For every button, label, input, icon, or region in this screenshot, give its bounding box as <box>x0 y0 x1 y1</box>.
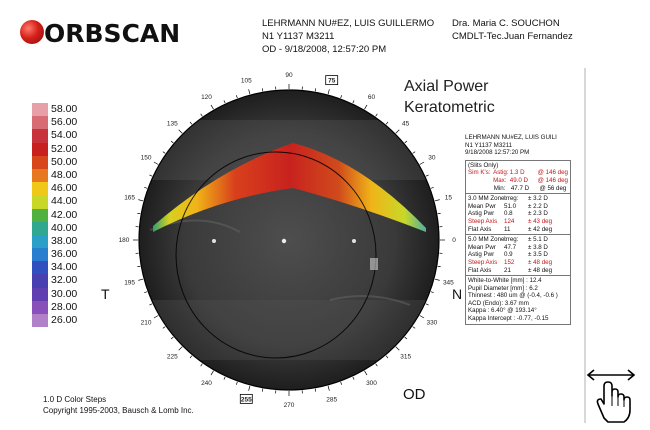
angle-tick <box>435 279 440 280</box>
angle-tick <box>144 292 147 293</box>
light-reflection <box>282 239 286 243</box>
panel-cell: 1.3 D <box>509 169 525 177</box>
pan-hand-cursor-icon <box>584 366 640 426</box>
measurement-line: Kappa Intercept : -0.77, -0.15 <box>468 315 549 323</box>
sim-k-row <box>468 185 568 193</box>
measurement-line: ACD (Endo): 3.67 mm <box>468 299 529 307</box>
panel-exam-id: N1 Y1137 M3211 <box>465 141 513 149</box>
angle-label: 120 <box>201 94 212 102</box>
angle-label: 30 <box>428 154 436 162</box>
panel-cell <box>468 185 494 193</box>
angle-tick <box>211 371 214 375</box>
panel-patient-name: LEHRMANN NU#EZ, LUIS GUILI <box>465 134 557 141</box>
extra-measurements <box>468 277 568 323</box>
angle-tick <box>315 88 316 91</box>
angle-tick <box>413 327 415 329</box>
measurement-line: White-to-White [mm] : 12.4 <box>468 277 542 285</box>
panel-cell: Max: <box>493 176 507 184</box>
legend-value: 40.00 <box>51 221 78 234</box>
angle-tick <box>154 162 158 165</box>
angle-tick <box>163 327 165 329</box>
angle-tick <box>328 89 329 94</box>
angle-tick <box>413 152 415 154</box>
panel-cell: Flat Axis <box>468 266 492 274</box>
panel-cell: 47.7 D <box>510 184 530 192</box>
panel-cell: ± 48 deg <box>528 258 553 266</box>
zone-5mm-row <box>468 236 568 244</box>
panel-cell: Sim K's: <box>468 169 491 177</box>
angle-tick <box>341 95 342 98</box>
info-panel <box>465 134 571 325</box>
legend-value: 46.00 <box>51 182 78 195</box>
panel-cell: ± 3.8 D <box>528 243 548 251</box>
angle-tick <box>431 187 434 188</box>
zone-3mm-row <box>468 203 568 211</box>
panel-cell: Irreg: <box>504 236 519 244</box>
angle-tick <box>315 389 316 392</box>
map-title-line2: Keratometric <box>404 99 495 116</box>
zone-5mm-row <box>468 251 568 259</box>
angle-tick <box>435 200 440 201</box>
brand-name: ORBSCAN <box>44 19 181 48</box>
measurement-line: Pupil Diameter [mm] : 6.2 <box>468 284 538 292</box>
panel-cell: ± 3.2 D <box>528 195 548 203</box>
angle-tick <box>405 141 407 143</box>
legend-value: 48.00 <box>51 168 78 181</box>
panel-cell: @ 146 deg <box>537 169 568 177</box>
angle-label: 255 <box>240 396 252 404</box>
angle-tick <box>171 141 173 143</box>
angle-label: 90 <box>285 72 293 79</box>
measurement-line: Thinnest : 480 um @ (-0.4, -0.6 ) <box>468 292 558 300</box>
angle-label: 105 <box>240 77 252 85</box>
angle-label: 15 <box>444 194 452 202</box>
angle-tick <box>396 130 400 134</box>
zone-5mm-row <box>468 259 568 267</box>
angle-tick <box>149 175 152 176</box>
panel-cell: Min: <box>493 184 506 192</box>
legend-value: 34.00 <box>51 261 78 274</box>
angle-label: 240 <box>201 379 212 387</box>
angle-tick <box>236 382 237 385</box>
angle-tick <box>386 356 388 358</box>
angle-tick <box>137 213 140 214</box>
sim-k-row <box>468 169 568 177</box>
angle-label: 195 <box>124 279 136 287</box>
angle-tick <box>179 130 183 134</box>
angle-label: 0 <box>452 237 456 244</box>
legend-value: 44.00 <box>51 195 78 208</box>
legend-value: 54.00 <box>51 129 78 142</box>
panel-datetime: 9/18/2008 12:57:20 PM <box>465 149 530 157</box>
angle-tick <box>262 389 263 392</box>
angle-tick <box>154 316 158 319</box>
panel-cell: 21 <box>504 266 511 274</box>
panel-cell: 11 <box>504 225 511 233</box>
angle-tick <box>376 114 378 116</box>
angle-tick <box>224 377 225 380</box>
light-reflection <box>352 239 356 243</box>
light-reflection <box>212 239 216 243</box>
color-steps-note: 1.0 D Color Steps <box>43 395 107 404</box>
legend-value: 50.00 <box>51 155 78 168</box>
angle-tick <box>179 347 183 351</box>
copyright: Copyright 1995-2003, Bausch & Lomb Inc. <box>43 406 194 415</box>
eye-label: OD <box>403 386 426 403</box>
sim-k-row <box>468 177 568 185</box>
temporal-label: T <box>101 286 110 302</box>
angle-tick <box>138 200 143 201</box>
angle-label: 225 <box>166 353 178 361</box>
panel-cell: @ 56 deg <box>539 184 567 192</box>
zone-5mm-row <box>468 267 568 275</box>
panel-cell: 0.8 <box>504 210 513 218</box>
panel-cell: 47.7 <box>504 243 517 251</box>
light-reflection <box>370 258 378 270</box>
angle-label: 300 <box>366 379 377 387</box>
angle-tick <box>386 122 388 124</box>
panel-cell: @ 146 deg <box>537 176 568 184</box>
angle-label: 75 <box>328 77 336 85</box>
panel-cell: ± 5.1 D <box>528 236 548 244</box>
panel-cell: Astig Pwr <box>468 210 495 218</box>
angle-tick <box>262 88 263 91</box>
panel-cell: ± 3.5 D <box>528 251 548 259</box>
angle-label: 45 <box>402 120 410 128</box>
zone-3mm-table <box>468 195 568 233</box>
zone-3mm-row <box>468 218 568 226</box>
angle-tick <box>341 382 342 385</box>
angle-label: 210 <box>140 319 152 327</box>
angle-tick <box>365 371 368 375</box>
panel-cell: ± 2.2 D <box>528 202 548 210</box>
angle-tick <box>201 364 203 366</box>
angle-tick <box>236 95 237 98</box>
angle-tick <box>396 347 400 351</box>
panel-cell <box>468 177 493 185</box>
angle-tick <box>137 266 140 267</box>
panel-cell: 152 <box>504 258 515 266</box>
sim-k-table <box>468 169 568 192</box>
angle-tick <box>249 386 250 391</box>
angle-label: 345 <box>442 279 454 287</box>
nasal-label: N <box>452 286 463 302</box>
legend-value: 38.00 <box>51 234 78 247</box>
panel-cell: Mean Pwr <box>468 202 496 210</box>
angle-label: 60 <box>367 94 376 102</box>
slits-title: (Slits Only) <box>468 161 499 169</box>
measurement-line: Kappa : 6.40° @ 193.14° <box>468 307 537 315</box>
zone-3mm-row <box>468 226 568 234</box>
panel-cell: 5.0 MM Zone: <box>468 236 507 244</box>
zone-5mm-table <box>468 236 568 274</box>
legend-value: 52.00 <box>51 142 78 155</box>
angle-tick <box>405 337 407 339</box>
panel-cell: 51.0 <box>504 202 517 210</box>
angle-label: 135 <box>166 120 178 128</box>
angle-tick <box>376 364 378 366</box>
zone-5mm-row <box>468 244 568 252</box>
eye-datetime: OD - 9/18/2008, 12:57:20 PM <box>262 44 387 55</box>
panel-cell: Flat Axis <box>468 225 492 233</box>
angle-tick <box>149 304 152 305</box>
angle-tick <box>190 356 192 358</box>
legend-value: 26.00 <box>51 314 78 326</box>
zone-3mm-row <box>468 195 568 203</box>
angle-tick <box>438 213 441 214</box>
angle-tick <box>190 122 192 124</box>
angle-label: 165 <box>124 194 136 202</box>
angle-tick <box>138 279 143 280</box>
angle-label: 270 <box>283 402 295 409</box>
exam-id: N1 Y1137 M3211 <box>262 31 335 42</box>
legend-value: 36.00 <box>51 248 78 261</box>
map-title-line1: Axial Power <box>404 78 489 95</box>
angle-tick <box>224 100 225 103</box>
panel-cell: ± 2.3 D <box>528 210 548 218</box>
legend-value: 28.00 <box>51 300 78 313</box>
angle-label: 285 <box>326 396 338 404</box>
angle-label: 315 <box>400 353 412 361</box>
angle-label: 330 <box>426 319 438 327</box>
stats-box <box>465 160 571 325</box>
angle-tick <box>144 187 147 188</box>
panel-cell: Astig Pwr <box>468 251 495 259</box>
patient-name: LEHRMANN NU#EZ, LUIS GUILLERMO <box>262 18 435 29</box>
angle-tick <box>438 266 441 267</box>
angle-tick <box>163 152 165 154</box>
panel-cell: Astig: <box>493 169 509 177</box>
panel-cell: ± 43 deg <box>528 217 553 225</box>
angle-tick <box>201 114 203 116</box>
angle-tick <box>420 162 424 165</box>
legend-value: 58.00 <box>51 103 78 115</box>
panel-cell: Irreg: <box>504 195 519 203</box>
angle-tick <box>353 100 354 103</box>
panel-cell: 0.9 <box>504 251 513 259</box>
angle-label: 180 <box>118 237 130 244</box>
angle-tick <box>353 377 354 380</box>
legend-value: 32.00 <box>51 274 78 287</box>
panel-cell: ± 42 deg <box>528 225 553 233</box>
angle-tick <box>171 337 173 339</box>
legend-value: 30.00 <box>51 287 78 300</box>
angle-tick <box>420 316 424 319</box>
angle-tick <box>211 105 214 109</box>
panel-cell: 124 <box>504 217 515 225</box>
panel-cell: Mean Pwr <box>468 243 496 251</box>
panel-cell: Steep Axis <box>468 258 498 266</box>
legend-value: 56.00 <box>51 116 78 129</box>
angle-tick <box>328 386 329 391</box>
panel-cell: 3.0 MM Zone: <box>468 195 507 203</box>
angle-tick <box>431 292 434 293</box>
angle-tick <box>365 105 368 109</box>
angle-label: 150 <box>140 154 152 162</box>
legend-value: 42.00 <box>51 208 78 221</box>
panel-cell: Steep Axis <box>468 217 498 225</box>
doctor-name: Dra. Maria C. SOUCHON <box>452 18 560 29</box>
angle-tick <box>249 89 250 94</box>
technician-name: CMDLT-Tec.Juan Fernandez <box>452 31 573 42</box>
panel-cell: ± 48 deg <box>528 266 553 274</box>
zone-3mm-row <box>468 210 568 218</box>
panel-cell: 49.0 D <box>509 176 528 184</box>
angle-tick <box>426 175 429 176</box>
angle-tick <box>426 304 429 305</box>
